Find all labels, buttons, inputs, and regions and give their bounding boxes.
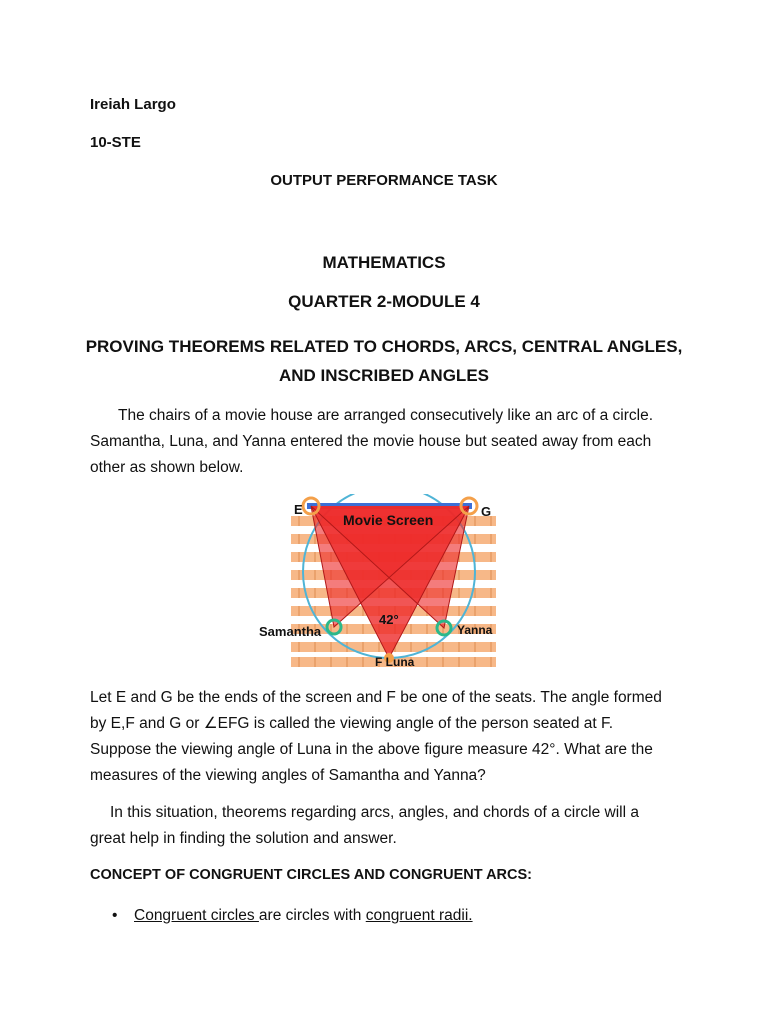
student-section: 10-STE xyxy=(90,134,141,151)
yanna-label: Yanna xyxy=(457,623,493,637)
question-line: by E,F and G or ∠EFG is called the viewing angle of the person seated at F. xyxy=(90,715,614,732)
bullet-mid-text: are circles with xyxy=(258,907,366,924)
congruent-radii-term: congruent radii. xyxy=(365,907,473,924)
luna-label: F Luna xyxy=(375,655,415,668)
topic-title-line2: AND INSCRIBED ANGLES xyxy=(279,366,489,385)
topic-title-line1: PROVING THEOREMS RELATED TO CHORDS, ARCS, CENTRAL ANGLES, xyxy=(85,337,683,356)
bullet-icon: • xyxy=(112,907,118,924)
angle-label: 42° xyxy=(379,612,399,627)
intro-paragraph xyxy=(90,403,690,481)
concept-bullet xyxy=(112,903,672,929)
module-title: QUARTER 2-MODULE 4 xyxy=(288,292,480,311)
question-line: Suppose the viewing angle of Luna in the above figure measure 42°. What are the xyxy=(90,741,653,758)
label-g: G xyxy=(481,504,492,519)
concept-heading: CONCEPT OF CONGRUENT CIRCLES AND CONGRUENT ARCS: xyxy=(90,867,532,883)
movie-house-figure xyxy=(291,494,496,668)
student-name: Ireiah Largo xyxy=(90,96,176,113)
samantha-label: Samantha xyxy=(259,624,322,639)
question-paragraph xyxy=(90,685,710,789)
situation-line: great help in finding the solution and answer. xyxy=(90,830,397,847)
situation-paragraph xyxy=(90,800,710,852)
congruent-circles-term: Congruent circles xyxy=(134,907,259,924)
subject-title: MATHEMATICS xyxy=(322,253,446,272)
question-line: measures of the viewing angles of Samantha and Yanna? xyxy=(90,767,486,784)
question-line: Let E and G be the ends of the screen and F be one of the seats. The angle formed xyxy=(90,689,662,706)
task-title: OUTPUT PERFORMANCE TASK xyxy=(270,172,498,189)
movie-screen-label: Movie Screen xyxy=(343,512,434,528)
situation-line: In this situation, theorems regarding arcs, angles, and chords of a circle will a xyxy=(110,804,639,821)
intro-line: other as shown below. xyxy=(90,459,244,476)
intro-line: Samantha, Luna, and Yanna entered the movie house but seated away from each xyxy=(90,433,652,450)
label-e: E xyxy=(294,502,303,517)
intro-line: The chairs of a movie house are arranged consecutively like an arc of a circle. xyxy=(118,407,654,424)
